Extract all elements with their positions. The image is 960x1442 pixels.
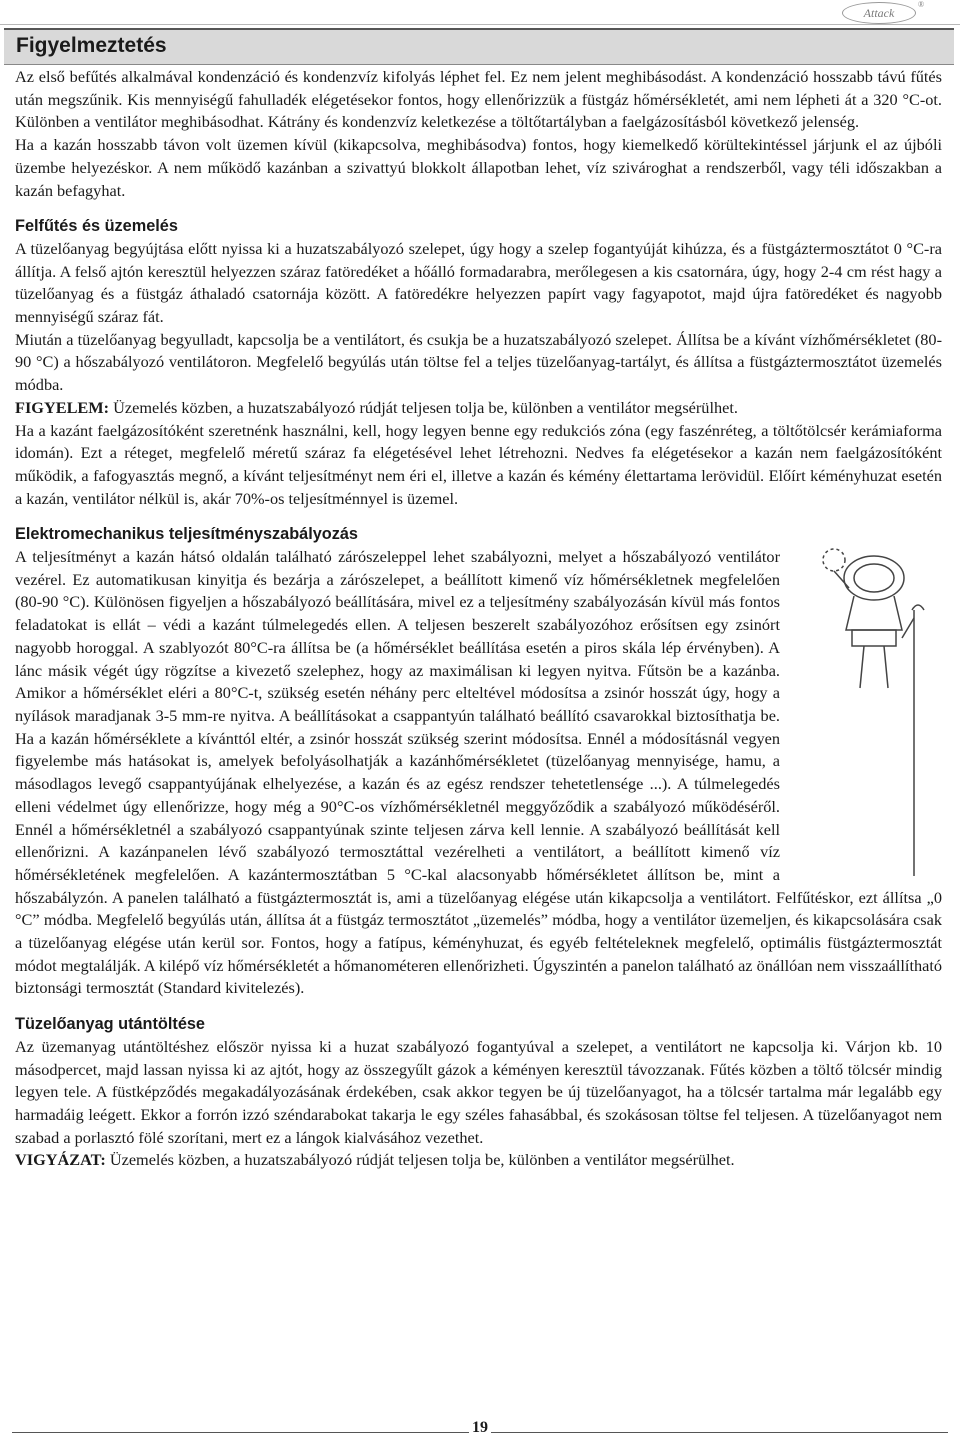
spacer [15, 202, 942, 215]
warning-label: VIGYÁZAT: [15, 1150, 106, 1170]
registered-mark: ® [917, 0, 924, 9]
paragraph: A tüzelőanyag begyújtása előtt nyissa ki a huzatszabályozó szelepet, úgy hogy a szelep fogantyúját kihúzza, és a füstgáztermosztátot 0 °C-ra állítja. A felső ajtón keresztül helyezzen száraz fatöredéket a hőálló formadarabra, merőlegesen a kis csatornára, úgy, hogy 2-4 cm rést hagy a tüzelőanyag és a füstgáz áthaladó csatornája között. A fatöredékre helyezzen papírt vagy fagyapotot, majd újra fatöredéket és nagyobb mennyiségű száraz fát. [15, 238, 942, 327]
draft-regulator-illustration [794, 538, 954, 876]
warning-label: FIGYELEM: [15, 397, 110, 417]
page-number [0, 1419, 960, 1437]
section-heading-heating: Felfűtés és üzemelés [15, 217, 178, 236]
warning-text: Üzemelés közben, a huzatszabályozó rúdját teljesen tolja be, különben a ventilátor megsérülhet. [109, 397, 738, 417]
spacer [15, 1000, 942, 1013]
paragraph: Ha a kazán hosszabb távon volt üzemen kívül (kikapcsolva, meghibásodva) fontos, hogy kiemelkedő körültekintéssel járjunk el az újbóli üzembe helyezéskor. A nem működő kazánban a szivattyú blokkolt állapotban lehet, víz szivároghat a rendszerből, vagy téli időszakban a kazán befagyhat. [15, 135, 942, 200]
section-heading-refueling: Tüzelőanyag utántöltése [15, 1015, 205, 1034]
brand-logo-text: Attack [863, 5, 895, 20]
page-content [15, 66, 942, 1172]
brand-logo [842, 0, 924, 24]
section-title-warning: Figyelmeztetés [16, 34, 167, 57]
spacer [15, 510, 942, 523]
page-number-text: 19 [469, 1419, 491, 1436]
section-heading-power-control: Elektromechanikus teljesítményszabályozás [15, 525, 358, 544]
warning-paragraph [15, 397, 942, 420]
warning-text: Üzemelés közben, a huzatszabályozó rúdját teljesen tolja be, különben a ventilátor megsérülhet. [105, 1150, 735, 1170]
paragraph: A teljesítményt a kazán hátsó oldalán található zárószeleppel lehet szabályozni, melyet a hőszabályozó ventilátor vezérel. Ez automatikusan kinyitja és bezárja a zárószelepet, a beállított kimenő víz hőmérsékletnek megfelelően (80-90 °C). Különösen figyeljen a hőszabályozó beállítására, mivel ez a teljesítmény szabályozásán kívül más fontos feladatokat is ellát – védi a kazánt túlmelegedés ellen. A teljesen beszerelt szabályozóhoz erősítsen egy zsinórt nagyobb horoggal. A szablyozót 80°C-ra állítsa be (a hőmérséklet beállítása esetén a piros skála lép érvényben). A lánc másik végét úgy rögzítse a kivezető szelephez, hogy az maximálisan ki legyen nyitva. Fűtsön be a kazánba. Amikor a hőmérséklet eléri a 80°C-t, szükség esetén néhány perc elteltével módosítsa a zsinór hosszát úgy, hogy a nyílások maradjanak 3-5 mm-re nyitva. A beállításokat a csappantyún található beállító csavarokkal biztosíthatja be. Ha a kazán hőmérséklete a kívánttól eltér, a zsinór hosszát szükség szerint módosítsa. Ennél a módosításnál vegyen figyelembe más hatásokat is, amelyek befolyásolhatják a kazánhőmérsékletet (tüzelőanyag mennyisége, hamu, a másodlagos levegő csappantyújának elhelyezése, a kazán és az egész rendszer tehetetlensége ...). A túlmelegedés elleni védelmet úgy ellenőrizze, hogy még a 90°C-os vízhőmérsékletnél meggyőződik a szabályozó működéséről. Ennél a hőmérsékletnél a szabályozó csappantyúnak szinte teljesen zárva kell lennie. A szabályozó beállítását kell ellenőrizni. A kazánpanelen lévő szabályozó termosztáttal vezérelheti a ventilátort, a beállított kimenő víz hőmérsékletének megfelelően. A kazántermosztátban 5 °C-kal alacsonyabb hőmérsékletet állítson be, mint a hőszabályzón. A panelen található a füstgáztermosztát is, ami a tüzelőanyag elégése után kikapcsolja a ventilátort. Felfűtéskor, ezt állítsa „0 °C” módba. Megfelelő begyúlás után, állítsa át a füstgáz termosztátot „üzemelés” módba, hogy a ventilátor üzemeljen, és kikapcsolására csak a tüzelőanyag elégése után kerül sor. Fontos, hogy a fatípus, kéményhuzat, és egyéb feltételeknek megfelelő, optimális füstgáztermosztát módot megtalálják. A kilépő víz hőmérsékletét a hőmanométeren ellenőrizheti. Úgyszintén a panelon található az önállóan nem visszaállítható biztonsági termosztát (Standard kivitelezés). [15, 547, 942, 998]
paragraph: Az üzemanyag utántöltéshez először nyissa ki a huzat szabályozó fogantyúval a szelepet, a ventilátort ne kapcsolja ki. Várjon kb. 10 másodpercet, majd lassan nyissa ki az ajtót, hogy az összegyűlt gázok a kéményen keresztül távozzanak. Fűtés közben a töltő tölcsér mindig legyen tele. A füstképződés megakadályozásának érdekében, csak akkor tegyen be új tüzelőanyagot, ha a tölcsér tartalma már legalább egy harmadáig leégett. Ekkor a forrón izzó széndarabokat takarja le egy széles fahasábbal, és szokásosan töltse fel teljesen. A tüzelőanyagot nem szabad a porlasztó fölé szorítani, mert ez a lángok kialvásához vezethet. [15, 1036, 942, 1147]
paragraph: Miután a tüzelőanyag begyulladt, kapcsolja be a ventilátort, és csukja be a huzatszabályozó szelepet. Állítsa be a kívánt vízhőmérsékletet (80-90 °C) a hőszabályozó ventilátoron. Megfelelő begyúlás után töltse fel a teljes tüzelőanyag-tartályt, és állítsa a füstgáztermosztátot üzemelés módba. [15, 329, 942, 395]
warning-paragraph [15, 1149, 942, 1172]
header-rule [0, 24, 960, 25]
paragraph: Ha a kazánt faelgázosítóként szeretnénk használni, kell, hogy legyen benne egy redukciós zóna (egy faszénréteg, a töltőtölcsér kerámiaforma idomán). Ezt a réteget, megfelelő méretű száraz fa elégetésével lehet létrehozni. Nedves fa elégetésekor a kazán nem faelgázosítóként működik, a fafogyasztás megnő, a kívánt teljesítményt nem éri el, illetve a kazán és kémény élettartama lerövidül. Előírt kéményhuzat esetén a kazán, ventilátor nélkül is, akár 70%-os teljesítménnyel is üzemel. [15, 420, 942, 508]
section-banner [4, 28, 954, 65]
paragraph: Az első befűtés alkalmával kondenzáció és kondenzvíz kifolyás léphet fel. Ez nem jelent meghibásodást. A kondenzáció hosszabb távú fűtés után megszűnik. Kis mennyiségű fahulladék elégetésekor fontos, hogy ellenőrizzük a füstgáz hőmérsékletét, ami nem lépheti át a 320 °C-ot. Különben a ventilátor meghibásodhat. Kátrány és kondenzvíz keletkezése a töltőtartályban a faelgázosításból következő jelenség. [15, 67, 942, 132]
